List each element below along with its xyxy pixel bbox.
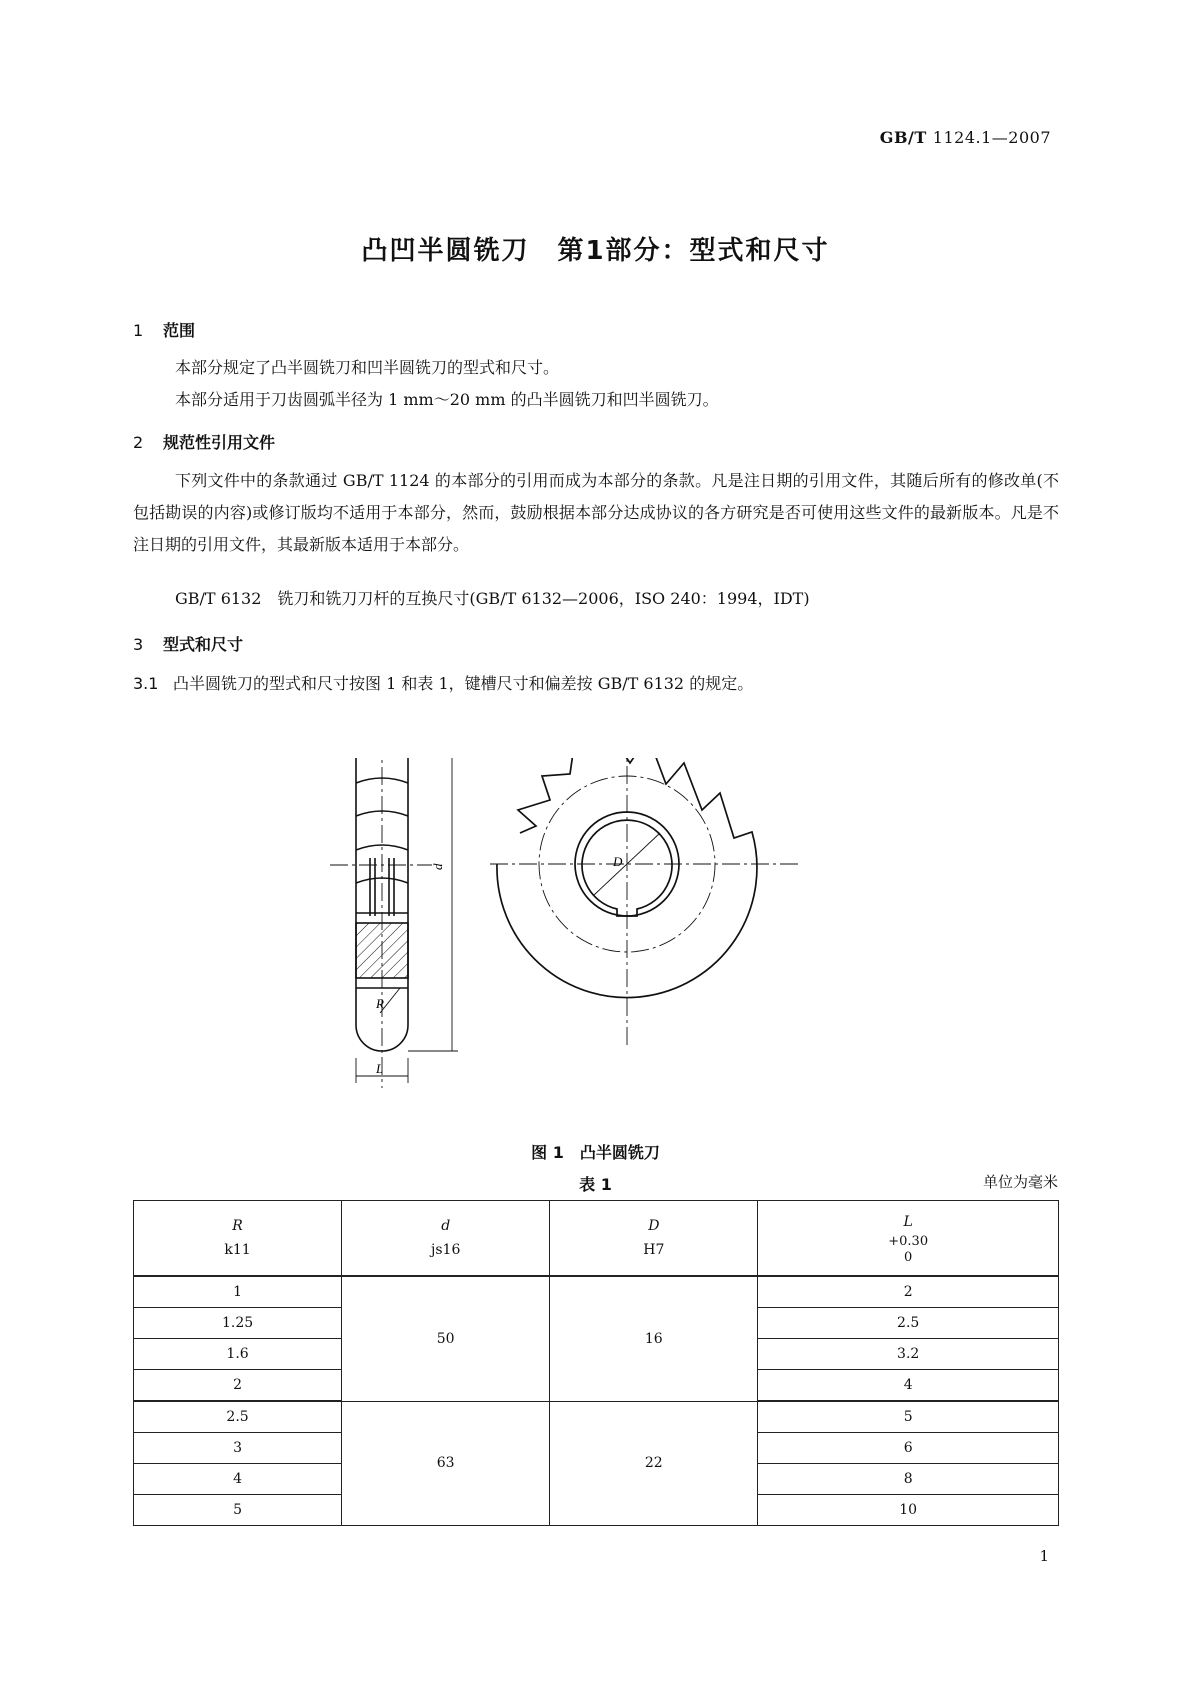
table-caption: 表 1 (579, 1175, 612, 1194)
header-R: R k11 (134, 1201, 342, 1277)
section-3-heading: 3 型式和尺寸 (133, 635, 244, 654)
table-row: 3 6 (134, 1433, 1059, 1464)
standard-number: GB/T 1124.1—2007 (879, 128, 1051, 147)
section-1-para-2: 本部分适用于刀齿圆弧半径为 1 mm～20 mm 的凸半圆铣刀和凹半圆铣刀。 (175, 390, 719, 409)
table-row: 4 8 (134, 1464, 1059, 1495)
table-row: 2.5 63 22 5 (134, 1401, 1059, 1433)
front-view (490, 758, 800, 1048)
section-1-heading: 1 范围 (133, 321, 196, 340)
document-title: 凸凹半圆铣刀 第1部分：型式和尺寸 (361, 236, 830, 266)
section-3-1: 3.1 凸半圆铣刀的型式和尺寸按图 1 和表 1，键槽尺寸和偏差按 GB/T 6132 的规定。 (133, 674, 754, 693)
label-R: R (376, 996, 384, 1011)
header-L: L +0.30 0 (758, 1201, 1059, 1277)
table-unit: 单位为毫米 (982, 1173, 1058, 1191)
page-number: 1 (1039, 1547, 1049, 1565)
table-row: 1 50 16 2 (134, 1276, 1059, 1308)
section-2-reference: GB/T 6132 铣刀和铣刀刀杆的互换尺寸(GB/T 6132—2006，ISO 240：1994，IDT) (175, 589, 810, 608)
section-2-heading: 2 规范性引用文件 (133, 433, 276, 452)
table-row: 2 4 (134, 1370, 1059, 1402)
label-D: D (613, 854, 623, 869)
section-1-para-1: 本部分规定了凸半圆铣刀和凹半圆铣刀的型式和尺寸。 (175, 358, 560, 377)
label-d: d (430, 863, 445, 870)
table-row: 1.25 2.5 (134, 1308, 1059, 1339)
label-L: L (376, 1061, 384, 1076)
table-row: 1.6 3.2 (134, 1339, 1059, 1370)
cutter-drawing (330, 758, 850, 1128)
section-2-para-1: 下列文件中的条款通过 GB/T 1124 的本部分的引用而成为本部分的条款。凡是注日期的引用文件，其随后所有的修改单(不包括勘误的内容)或修订版均不适用于本部分，然而，鼓励根据本部分达成协议的各方研究是否可使用这些文件的最新版本。凡是不注日期的引用文件，其最新版本适用于本部分。 (133, 471, 1059, 554)
header-d: d js16 (342, 1201, 550, 1277)
dimension-table (133, 1200, 1059, 1526)
figure-caption: 图 1 凸半圆铣刀 (531, 1143, 660, 1162)
table-row: 5 10 (134, 1495, 1059, 1526)
header-D: D H7 (550, 1201, 758, 1277)
